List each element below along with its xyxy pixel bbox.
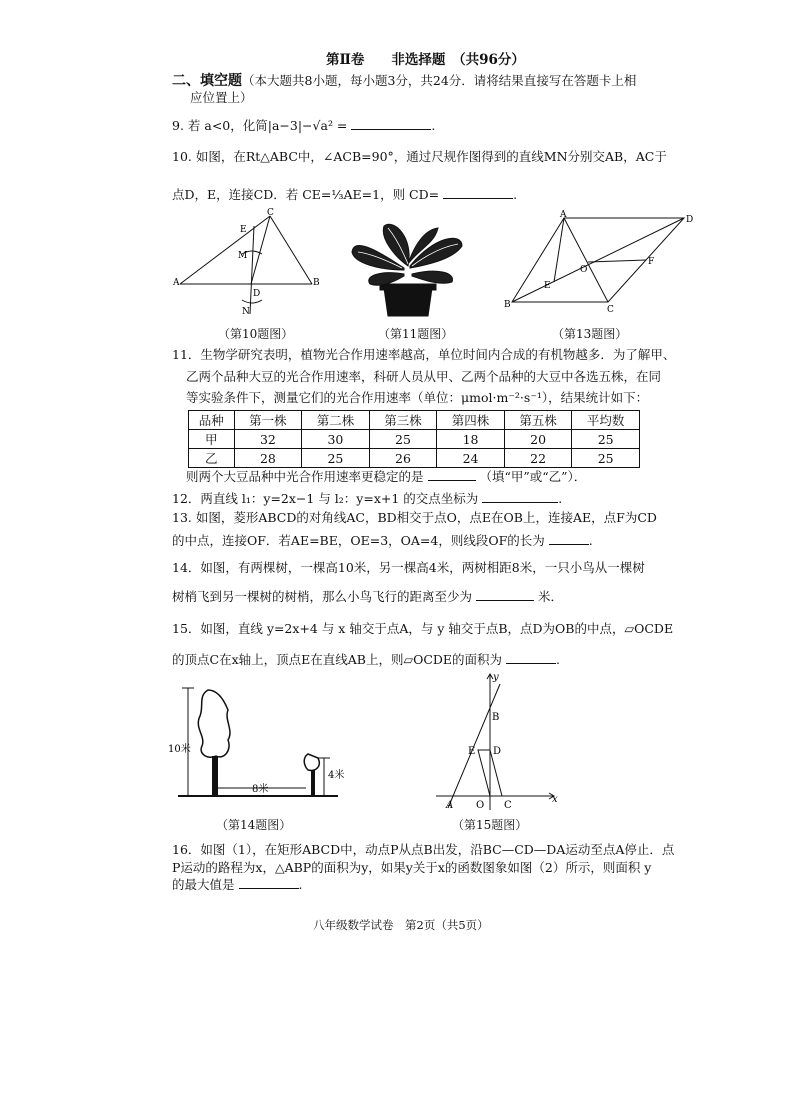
table-cell: 25: [572, 430, 640, 449]
figure-11-plant: [344, 208, 474, 320]
question-11-line1: 11．生物学研究表明，植物光合作用速率越高，单位时间内合成的有机物越多．为了解甲、: [172, 347, 676, 362]
fig14-trunk-short: [311, 770, 315, 796]
answer-blank-9[interactable]: [351, 117, 431, 130]
fig14-tree-short: [304, 754, 319, 770]
fig14-label-height2: 4米: [328, 770, 345, 781]
question-16-line3: 的最大值是: [172, 877, 235, 892]
table-header-cell: 第五株: [504, 411, 572, 430]
table-cell: 乙: [189, 449, 235, 468]
fig10-side-bc: [270, 216, 312, 284]
fig10-label-d: D: [253, 289, 261, 299]
table-header-cell: 第四株: [437, 411, 505, 430]
question-16-line2: P运动的路程为x，△ABP的面积为y，如果y关于x的函数图象如图（2）所示，则面积 y: [172, 860, 652, 875]
table-cell: 26: [369, 449, 437, 468]
fig10-side-ac: [180, 216, 270, 284]
question-13-line1: 13. 如图，菱形ABCD的对角线AC，BD相交于点O，点E在OB上，连接AE，点F为CD: [172, 510, 657, 525]
fig14-label-distance: 8米: [252, 784, 269, 795]
question-9-text: 9. 若 a<0，化简|a−3|−√a² =: [172, 118, 348, 133]
table-header-cell: 第三株: [369, 411, 437, 430]
fig13-diagonal-ac: [564, 218, 608, 302]
question-14-line2-wrap: [172, 588, 563, 605]
question-10-line2-wrap: 点D，E，连接CD．若 CE=⅓AE=1，则 CD= .: [172, 187, 518, 202]
part-title: 第Ⅱ卷 非选择题 （共96分）: [326, 52, 525, 68]
question-12-text: 12．两直线 l₁：y=2x−1 与 l₂：y=x+1 的交点坐标为: [172, 491, 479, 506]
fig10-label-n: N: [242, 307, 250, 317]
question-13-line2: 的中点，连接OF．若AE=BE，OE=3，OA=4，则线段OF的长为: [172, 533, 545, 548]
fig10-label-b: B: [313, 278, 320, 288]
section-heading: 二、填空题: [172, 73, 242, 89]
question-11-line2: 乙两个品种大豆的光合作用速率，科研人员从甲、乙两个品种的大豆中各选五株，在同: [186, 369, 662, 384]
fig13-label-a: A: [560, 210, 567, 220]
question-15-line2-wrap: [172, 651, 560, 668]
fig11-pot-rim: [380, 284, 436, 290]
fig15-label-b: B: [492, 712, 500, 723]
caption-fig11: （第11题图）: [378, 327, 454, 341]
fig10-label-m: M: [238, 251, 248, 261]
fig10-label-c: C: [267, 208, 274, 218]
fig14-trunk-tall: [212, 756, 218, 796]
fig13-label-o: O: [580, 265, 588, 275]
fig10-line-mn: [250, 226, 254, 314]
table-header-cell: 第一株: [234, 411, 302, 430]
table-cell: 30: [302, 430, 370, 449]
table-cell: 20: [504, 430, 572, 449]
question-11-after: [186, 468, 586, 485]
question-10-line1: 10. 如图，在Rt△ABC中，∠ACB=90°，通过尺规作图得到的直线MN分别交AB，AC于: [172, 149, 667, 164]
question-14-line2: 树梢飞到另一棵树的树梢，那么小鸟飞行的距离至少为: [172, 589, 473, 604]
question-16-end: .: [298, 877, 303, 892]
fig15-label-c: C: [504, 800, 512, 811]
table-cell: 24: [437, 449, 505, 468]
question-14-unit: 米．: [537, 589, 563, 604]
question-11-after-a: 则两个大豆品种中光合作用速率更稳定的是: [186, 469, 424, 484]
table-cell: 25: [572, 449, 640, 468]
question-16-line3-wrap: [172, 876, 302, 893]
figure-15: [436, 668, 566, 814]
section-instr-line2: 应位置上）: [190, 90, 253, 105]
question-12-end: .: [558, 491, 563, 506]
fig13-label-c: C: [607, 305, 614, 315]
question-15-line2: 的顶点C在x轴上，顶点E在直线AB上，则▱OCDE的面积为: [172, 652, 503, 667]
question-13-line2-wrap: [172, 532, 593, 549]
fig15-label-x: x: [552, 794, 558, 805]
photosynthesis-table: [188, 410, 640, 468]
answer-blank-16[interactable]: [239, 876, 299, 889]
caption-fig14: （第14题图）: [216, 818, 292, 832]
question-10-line2: 点D，E，连接CD．若 CE=⅓AE=1，则 CD=: [172, 187, 440, 202]
question-11-after-b: （填“甲”或“乙”）．: [479, 469, 587, 484]
table-row: [189, 449, 640, 468]
fig14-label-height1: 10米: [168, 744, 191, 755]
question-15-line1: 15．如图，直线 y=2x+4 与 x 轴交于点A，与 y 轴交于点B，点D为OB的中点，▱OCDE: [172, 621, 674, 636]
table-header-cell: 第二株: [302, 411, 370, 430]
fig10-label-e: E: [240, 225, 247, 235]
fig14-tree-tall: [198, 690, 230, 757]
table-row: [189, 430, 640, 449]
question-12: [172, 490, 562, 507]
answer-blank-10[interactable]: [443, 186, 513, 199]
question-11-line3: 等实验条件下，测量它们的光合作用速率（单位：μmol·m⁻²·s⁻¹），结果统计如下：: [186, 390, 649, 405]
fig15-label-a: A: [446, 800, 454, 811]
table-cell: 32: [234, 430, 302, 449]
answer-blank-14[interactable]: [476, 588, 534, 601]
question-13-end: .: [588, 533, 593, 548]
fig13-segment-ae: [554, 218, 564, 282]
question-16-line1: 16．如图（1），在矩形ABCD中，动点P从点B出发，沿BC—CD—DA运动至点A停止．点: [172, 842, 675, 857]
page-footer: 八年级数学试卷 第2页（共5页）: [313, 918, 489, 932]
caption-fig13: （第13题图）: [552, 327, 628, 341]
figure-10: [172, 208, 332, 318]
fig15-label-e: E: [468, 746, 476, 757]
table-cell: 25: [369, 430, 437, 449]
fig11-pot: [384, 288, 432, 316]
table-header-cell: 平均数: [572, 411, 640, 430]
table-cell: 25: [302, 449, 370, 468]
question-15-end: .: [556, 652, 560, 667]
section-instructions: [172, 73, 636, 89]
section-instr-line1: （本大题共8小题，每小题3分，共24分．请将结果直接写在答题卡上相: [242, 73, 637, 88]
fig15-label-y: y: [493, 672, 499, 683]
table-cell: 22: [504, 449, 572, 468]
answer-blank-11[interactable]: [428, 468, 476, 481]
fig15-label-d: D: [493, 746, 502, 757]
table-header-row: [189, 411, 640, 430]
answer-blank-12[interactable]: [482, 490, 558, 503]
table-header-cell: 品种: [189, 411, 235, 430]
fig13-label-e: E: [544, 281, 551, 291]
question-9: 9. 若 a<0，化简|a−3|−√a² = .: [172, 118, 436, 133]
fig15-label-o: O: [476, 800, 485, 811]
fig13-label-d: D: [686, 215, 694, 225]
fig13-label-b: B: [504, 300, 511, 310]
figure-13: [500, 210, 700, 316]
figure-14: [168, 680, 358, 805]
caption-fig10: （第10题图）: [218, 327, 294, 341]
table-cell: 28: [234, 449, 302, 468]
fig11-leaves: [352, 224, 462, 285]
answer-blank-13[interactable]: [549, 532, 589, 545]
table-cell: 18: [437, 430, 505, 449]
fig13-label-f: F: [648, 257, 655, 267]
fig10-arc-lower: [242, 300, 262, 303]
table-cell: 甲: [189, 430, 235, 449]
fig10-label-a: A: [173, 278, 180, 288]
question-14-line1: 14．如图，有两棵树，一棵高10米，另一棵高4米，两树相距8米，一只小鸟从一棵树: [172, 560, 645, 575]
answer-blank-15[interactable]: [506, 651, 556, 664]
caption-fig15: （第15题图）: [452, 818, 528, 832]
